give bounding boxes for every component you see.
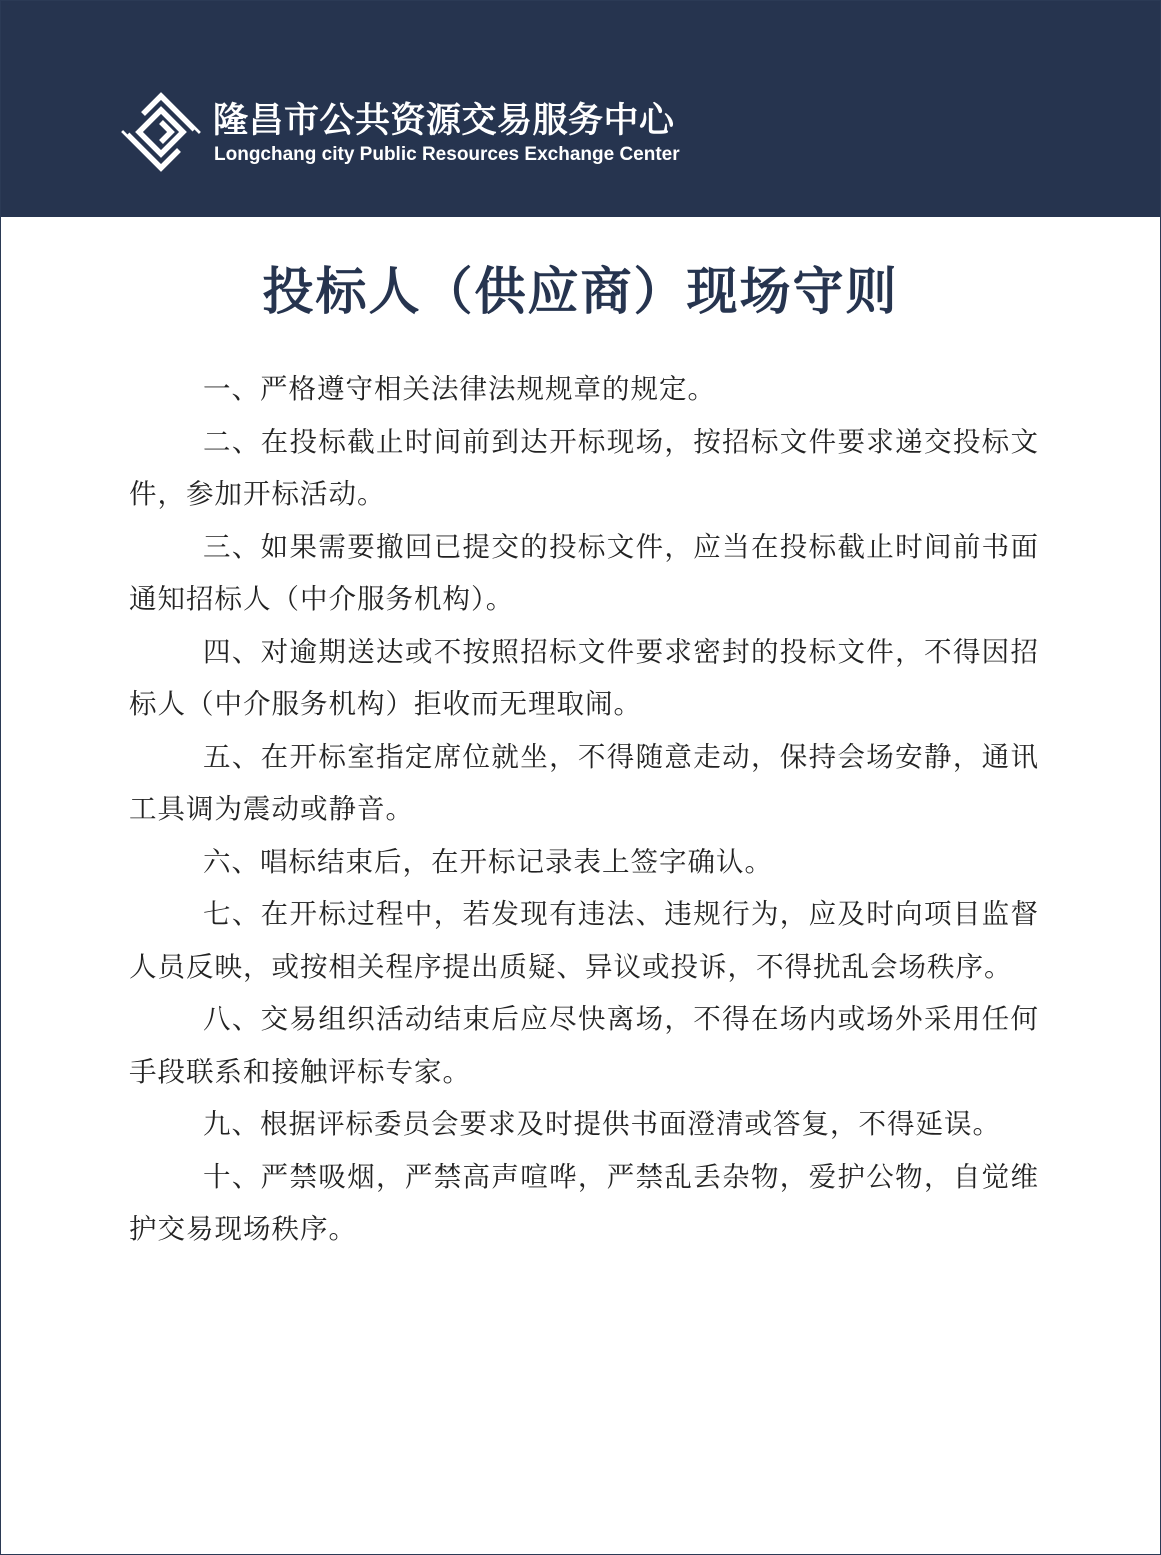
header-banner <box>1 1 1160 217</box>
diamond-emblem-icon <box>121 92 201 172</box>
rule-item-6: 六、唱标结束后，在开标记录表上签字确认。 <box>203 845 773 878</box>
organization-name-en: Longchang city Public Resources Exchange Center <box>214 144 680 165</box>
rule-item-2: 二、在投标截止时间前到达开标现场，按招标文件要求递交投标文件，参加开标活动。 <box>129 425 1039 510</box>
rules-list <box>129 363 1039 1256</box>
rule-item-1: 一、严格遵守相关法律法规规章的规定。 <box>203 373 716 405</box>
rule-item-7: 七、在开标过程中，若发现有违法、违规行为，应及时向项目监督人员反映，或按相关程序提出质疑、异议或投诉，不得扰乱会场秩序。 <box>129 898 1039 983</box>
rule-item-8: 八、交易组织活动结束后应尽快离场，不得在场内或场外采用任何手段联系和接触评标专家。 <box>129 1003 1039 1088</box>
rule-item-9: 九、根据评标委员会要求及时提供书面澄清或答复，不得延误。 <box>203 1108 1001 1140</box>
organization-name-cn: 隆昌市公共资源交易服务中心 <box>213 101 675 141</box>
rule-item-10: 十、严禁吸烟，严禁高声喧哗，严禁乱丢杂物，爱护公物，自觉维护交易现场秩序。 <box>129 1160 1039 1245</box>
rule-item-4: 四、对逾期送达或不按照招标文件要求密封的投标文件，不得因招标人（中介服务机构）拒收而无理取闹。 <box>129 635 1039 720</box>
rule-item-3: 三、如果需要撤回已提交的投标文件，应当在投标截止时间前书面通知招标人（中介服务机构）。 <box>129 530 1039 615</box>
rule-item-5: 五、在开标室指定席位就坐，不得随意走动，保持会场安静，通讯工具调为震动或静音。 <box>129 740 1039 825</box>
page-title: 投标人（供应商）现场守则 <box>262 263 899 322</box>
